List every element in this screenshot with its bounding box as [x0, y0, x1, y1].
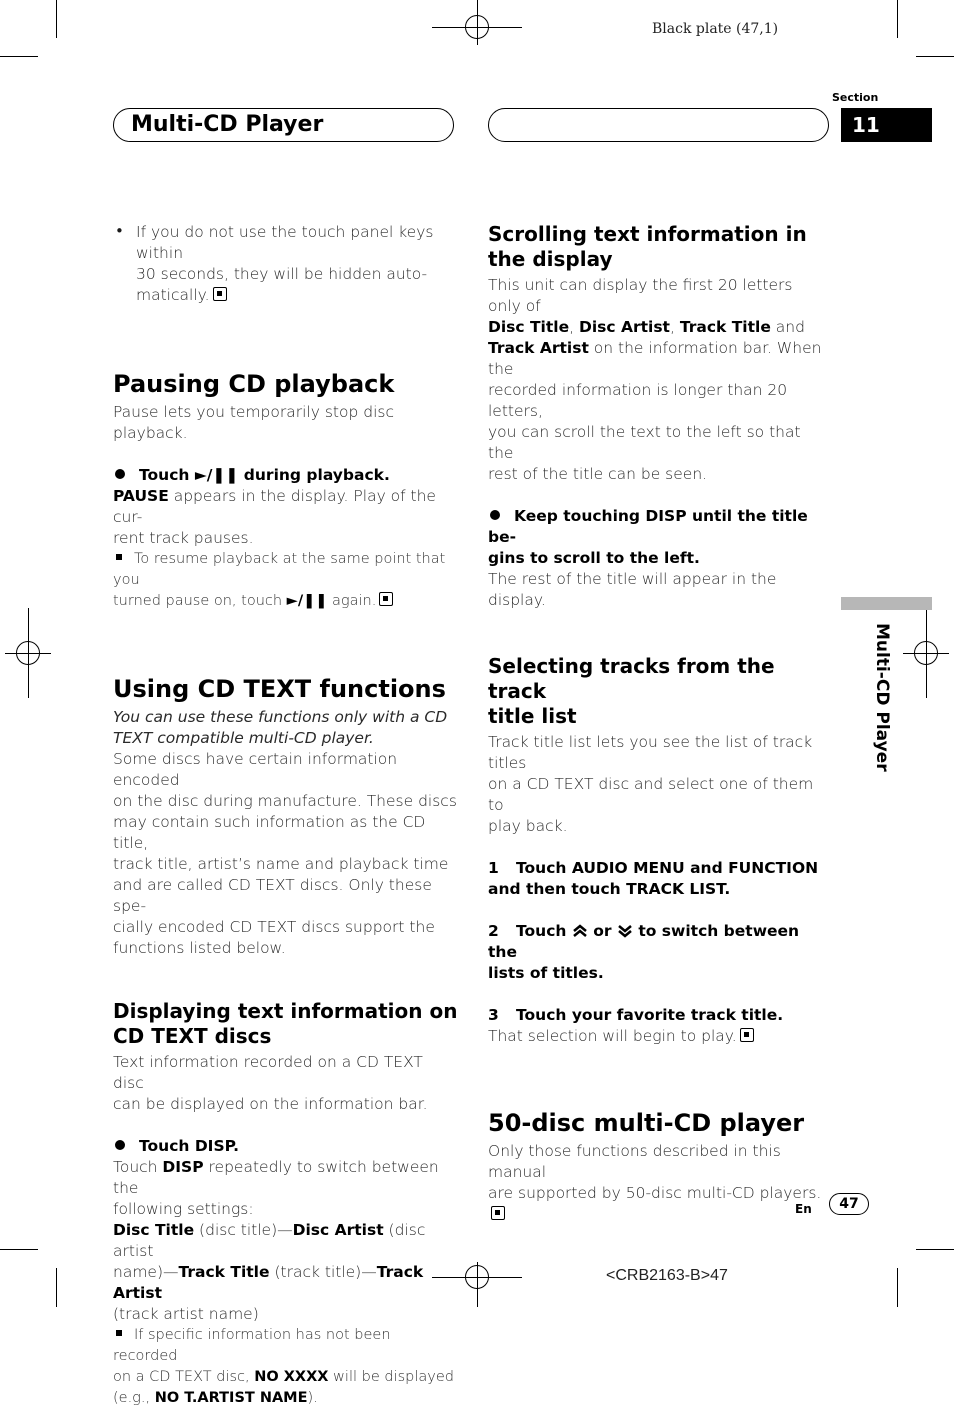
pausing-result: PAUSE appears in the display. Play of the cur-	[113, 487, 436, 526]
page-number: 47	[829, 1193, 869, 1215]
crop-mark	[916, 56, 954, 57]
intro-bullet: • If you do not use the touch panel keys within 30 seconds, they will be hidden auto- matically.	[113, 222, 458, 306]
display-step: Touch DISP.	[113, 1136, 458, 1157]
page-language: En	[795, 1202, 812, 1216]
heading-display-text: Displaying text information on CD TEXT discs	[113, 999, 458, 1048]
double-down-icon	[617, 924, 633, 938]
side-tab-label: Multi-CD Player	[872, 623, 892, 772]
end-mark-icon	[740, 1028, 754, 1042]
pausing-desc: Pause lets you temporarily stop disc playback.	[113, 403, 394, 442]
end-mark-icon	[213, 287, 227, 301]
section-number: 11	[841, 108, 932, 142]
display-settings-cycle: Disc Title (disc title)—Disc Artist (disc artist	[113, 1221, 426, 1260]
crop-mark	[56, 0, 57, 38]
crop-mark	[56, 1268, 57, 1307]
crop-mark	[897, 0, 898, 38]
track-step-1: 1 Touch AUDIO MENU and FUNCTION	[488, 859, 819, 877]
note-square-icon	[116, 554, 122, 560]
crop-mark	[0, 56, 38, 57]
bullet-dot-icon	[490, 510, 500, 520]
cd-text-body: Some discs have certain information encoded on the disc during manufacture. These discs may contain such information as the CD title, track title, artist’s name and playback time and are called CD TEXT discs. Only these spe- cially encoded CD TEXT discs support the functions listed below.	[113, 750, 457, 957]
header-title: Multi-CD Player	[131, 112, 324, 137]
right-column: Scrolling text information in the display This unit can display the first 20 letters only of Disc Title, Disc Artist, Track Title and Track Artist on the information bar. When the recorded information is longer than 20 letters, you can scroll the text to the left so that the rest of the title can be seen. Keep touching DISP until the title be- gins to scroll to the left. The rest of the title will appear in the display. Selecting tracks from the track title list Track title list lets you see the list of track titles on a CD TEXT disc and select one of them to play back. 1 Touch AUDIO MENU and FUNCTION and then touch TRACK LIST. 2 Touch or to switch between the lists of titles. 3 Touch your favorite track title. That selection will begin to play. 50-disc multi-CD player Only those functions described in this manual are supported by 50-disc multi-CD players.	[488, 222, 830, 1225]
plate-label: Black plate (47,1)	[652, 21, 779, 37]
header-empty-pill	[488, 108, 829, 142]
crop-mark	[897, 1268, 898, 1307]
bullet-dot-icon	[115, 1140, 125, 1150]
double-up-icon	[572, 924, 588, 938]
header-title-pill	[113, 108, 454, 142]
display-note: If specific information has not been recorded	[113, 1327, 391, 1364]
heading-50-disc: 50-disc multi-CD player	[488, 1109, 805, 1137]
note-square-icon	[116, 1330, 122, 1336]
pausing-note: To resume playback at the same point that you	[113, 551, 446, 588]
end-mark-icon	[491, 1206, 505, 1220]
pausing-step: Touch ►/❚❚ during playback.	[113, 465, 458, 486]
play-pause-icon: ►/❚❚	[286, 593, 328, 609]
heading-scrolling: Scrolling text information in the display	[488, 222, 807, 271]
bullet-dot-icon	[115, 469, 125, 479]
play-pause-icon: ►/❚❚	[194, 466, 239, 484]
section-label: Section	[832, 91, 879, 104]
scroll-step: Keep touching DISP until the title be-	[488, 507, 808, 546]
crop-mark	[0, 1249, 38, 1250]
track-step-2: 2 Touch or to switch between the	[488, 922, 800, 961]
left-column: • If you do not use the touch panel keys within 30 seconds, they will be hidden auto- matically. Pausing CD playback Pause lets you temporarily stop disc playback. Touch ►/❚❚ during playback. PAUSE appears in the display. Play of the cur- rent track pauses. To resume playback at the same point that you turned pause on, touch ►/❚❚ again. Using CD TEXT functions You can use these functions only with a CD TEXT compatible multi-CD player. Some discs have certain information encoded on the disc during manufacture. These discs may contain such information as the CD title, track title, artist’s name and playback time and are called CD TEXT discs. Only these spe- cially encoded CD TEXT discs support the functions listed below. Displaying text information on CD TEXT discs Text information recorded on a CD TEXT disc can be displayed on the information bar. Touch DISP. Touch DISP repeatedly to switch between the following settings: Disc Title (disc title)—Disc Artist (disc artist name)—Track Title (track title)—Track Artist (track artist name) If specific information has not been recorded on a CD TEXT disc, NO XXXX will be displayed (e.g., NO T.ARTIST NAME).	[113, 222, 458, 1409]
heading-pausing: Pausing CD playback	[113, 370, 395, 398]
side-tab-bar	[841, 597, 932, 610]
footer-code: <CRB2163-B>47	[606, 1267, 728, 1284]
heading-cd-text: Using CD TEXT functions	[113, 675, 446, 703]
crop-mark	[916, 1249, 954, 1250]
heading-track-list: Selecting tracks from the track title list	[488, 654, 775, 728]
end-mark-icon	[379, 592, 393, 606]
track-step-3: 3 Touch your favorite track title.	[488, 1006, 784, 1024]
